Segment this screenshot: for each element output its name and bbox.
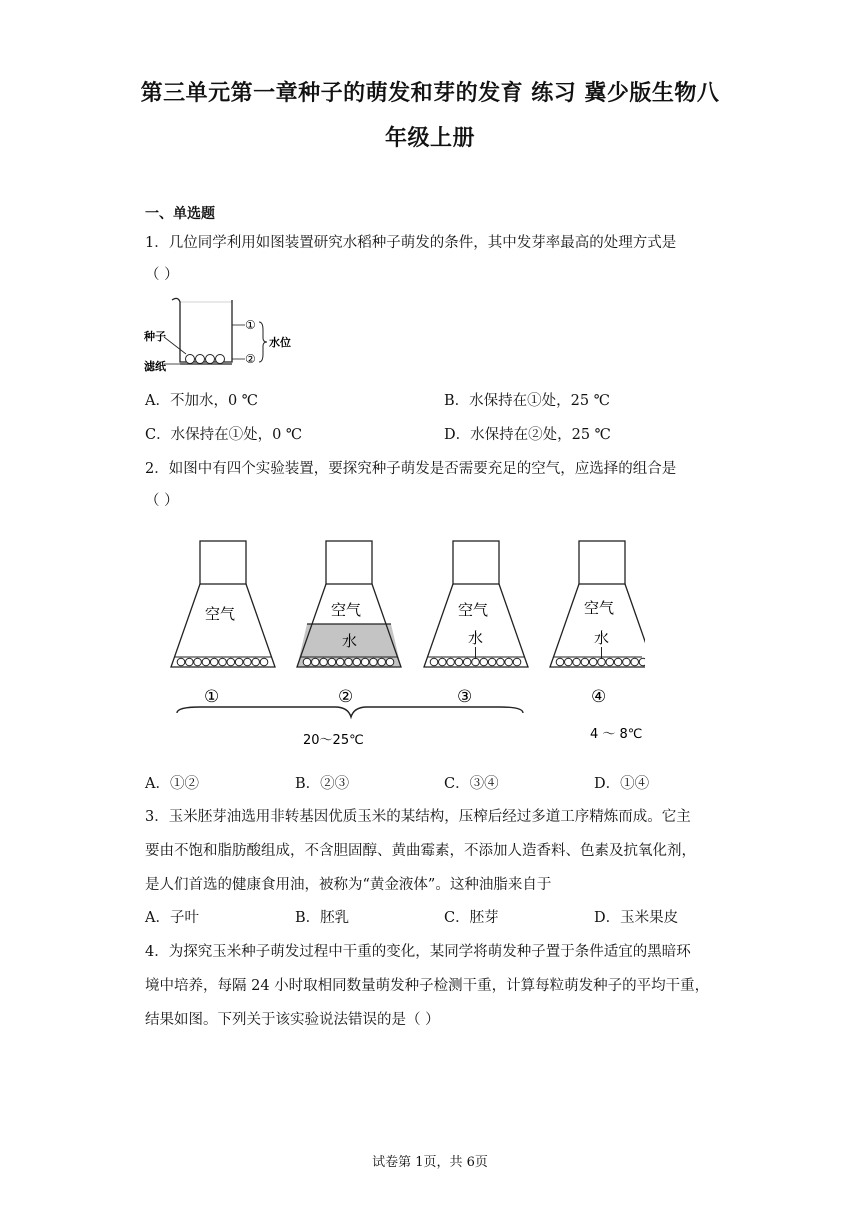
flask-1	[171, 541, 275, 667]
flask-3-air: 空气	[458, 601, 489, 619]
flask-4-seed	[631, 658, 639, 666]
section-heading: 一、单选题	[145, 206, 215, 222]
flask-3-seed	[497, 658, 505, 666]
q1-stem-line-1: 1．几位同学利用如图装置研究水稻种子萌发的条件，其中发芽率最高的处理方式是	[145, 235, 677, 251]
q3-option-a[interactable]: A．子叶	[145, 910, 199, 926]
q4-line-2: 境中培养，每隔 24 小时取相同数量萌发种子检测干重，计算每粒萌发种子的平均干重，	[145, 978, 710, 994]
flask-1-seed	[252, 658, 260, 666]
seed	[216, 355, 225, 364]
flask-3-seed	[447, 658, 455, 666]
flask-4-seed	[614, 658, 622, 666]
flask-2-seed	[312, 658, 320, 666]
flask-4-seed	[581, 658, 589, 666]
flask-4-seed	[589, 658, 597, 666]
q1-option-a[interactable]: A．不加水，0 ℃	[145, 393, 259, 409]
q4-line-3: 结果如图。下列关于该实验说法错误的是（ ）	[145, 1012, 440, 1028]
q3-line-2: 要由不饱和脂肪酸组成，不含胆固醇、黄曲霉素，不添加人造香料、色素及抗氧化剂，	[145, 843, 696, 859]
flask-1-label: ①	[204, 687, 220, 707]
flask-3-water: 水	[468, 629, 484, 647]
q3-line-3: 是人们首选的健康食用油，被称为“黄金液体”。这种油脂来自于	[145, 877, 552, 893]
flask-2-seed	[386, 658, 394, 666]
flask-4-seed	[639, 658, 645, 666]
q1-option-d[interactable]: D．水保持在②处，25 ℃	[444, 427, 611, 443]
flask-4-label: ④	[591, 687, 607, 707]
q2-option-d[interactable]: D．①④	[594, 776, 650, 792]
flask-1-air: 空气	[205, 605, 236, 623]
flask-2	[297, 541, 401, 667]
q1-stem-line-2: （ ）	[145, 267, 179, 283]
flask-2-label: ②	[338, 687, 354, 707]
flask-1-seed	[244, 658, 252, 666]
flask-2-seed	[336, 658, 344, 666]
q2-option-c[interactable]: C．③④	[444, 776, 499, 792]
q3-line-1: 3．玉米胚芽油选用非转基因优质玉米的某结构，压榨后经过多道工序精炼而成。它主	[145, 809, 691, 825]
flask-2-seed	[303, 658, 311, 666]
temperature-group-label: 20～25℃	[303, 733, 364, 748]
flask-3-seed	[505, 658, 513, 666]
page-footer: 试卷第 1页，共 6页	[372, 1155, 488, 1170]
flask-2-seed	[353, 658, 361, 666]
flask-3-seed	[513, 658, 521, 666]
q1-level-2-label: ②	[245, 352, 256, 366]
flask-3-seed	[463, 658, 471, 666]
q1-paper-label: 滤纸	[144, 360, 166, 373]
flask-1-seed	[235, 658, 243, 666]
flask-1-seed	[260, 658, 268, 666]
q3-option-b[interactable]: B．胚乳	[295, 910, 350, 926]
flask-3-seed	[488, 658, 496, 666]
flask-3-seed	[480, 658, 488, 666]
flask-3-seed	[430, 658, 438, 666]
page-title-line-2: 年级上册	[384, 126, 475, 151]
seed	[196, 355, 205, 364]
flask-4-seed	[565, 658, 573, 666]
temperature-single-label: 4 ～ 8℃	[590, 727, 643, 742]
flask-2-air: 空气	[331, 601, 362, 619]
q2-stem-line-1: 2．如图中有四个实验装置，要探究种子萌发是否需要充足的空气，应选择的组合是	[145, 461, 677, 477]
q1-seed-label: 种子	[144, 330, 166, 343]
page-title-line-1: 第三单元第一章种子的萌发和芽的发育 练习 冀少版生物八	[140, 81, 720, 106]
flask-3-seed	[472, 658, 480, 666]
flask-1-seed	[186, 658, 194, 666]
flask-2-seed	[370, 658, 378, 666]
flask-3-seed	[455, 658, 463, 666]
flask-1-seed	[210, 658, 218, 666]
flask-2-seed	[361, 658, 369, 666]
flask-1-seed	[227, 658, 235, 666]
flask-2-seed	[328, 658, 336, 666]
q2-option-b[interactable]: B．②③	[295, 776, 350, 792]
flask-1-seed	[177, 658, 185, 666]
flask-2-water: 水	[342, 632, 358, 650]
q1-level-1-label: ①	[245, 318, 256, 332]
q3-option-d[interactable]: D．玉米果皮	[594, 910, 679, 926]
flask-2-seed	[345, 658, 353, 666]
q2-option-a[interactable]: A．①②	[145, 776, 199, 792]
flask-1-seed	[202, 658, 210, 666]
flask-4-seed	[573, 658, 581, 666]
flask-2-seed	[378, 658, 386, 666]
q1-water-level-label: 水位	[269, 336, 291, 349]
q2-flasks-figure	[165, 535, 645, 750]
q2-stem-line-2: （ ）	[145, 493, 179, 509]
flask-2-seed	[320, 658, 328, 666]
q1-option-c[interactable]: C．水保持在①处，0 ℃	[145, 427, 303, 443]
flask-1-seed	[219, 658, 227, 666]
q3-option-c[interactable]: C．胚芽	[444, 910, 499, 926]
q4-line-1: 4．为探究玉米种子萌发过程中干重的变化，某同学将萌发种子置于条件适宜的黑暗环	[145, 944, 691, 960]
flask-3-seed	[439, 658, 447, 666]
q1-option-b[interactable]: B．水保持在①处，25 ℃	[444, 393, 610, 409]
q1-beaker-figure	[140, 292, 300, 374]
flask-4-seed	[623, 658, 631, 666]
flask-1-seed	[194, 658, 202, 666]
seed	[186, 355, 195, 364]
seed	[206, 355, 215, 364]
flask-3-label: ③	[457, 687, 473, 707]
flask-4-seed	[556, 658, 564, 666]
flask-4-seed	[606, 658, 614, 666]
flask-4-water: 水	[594, 629, 610, 647]
flask-4	[550, 541, 645, 667]
flask-4-seed	[598, 658, 606, 666]
flask-4-air: 空气	[584, 599, 615, 617]
